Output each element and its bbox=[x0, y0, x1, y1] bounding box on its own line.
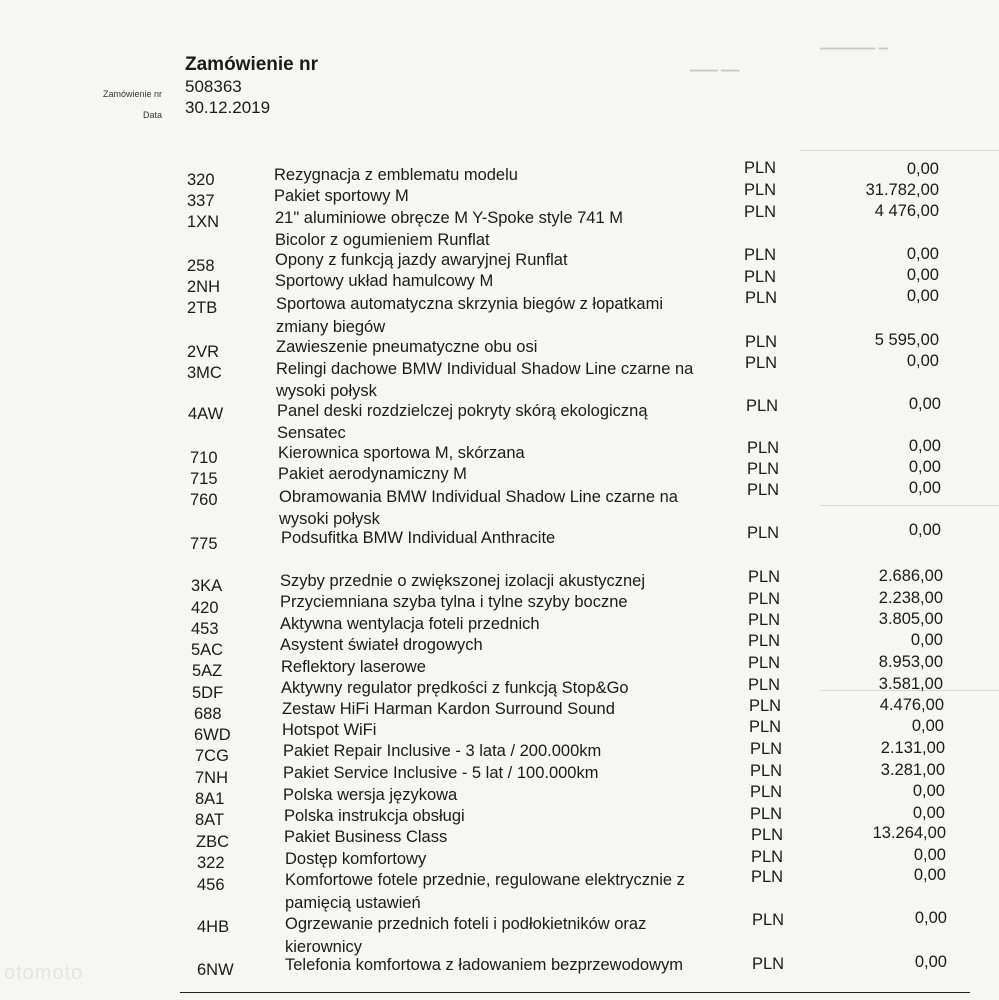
order-number: 508363 bbox=[185, 77, 242, 96]
currency: PLN bbox=[744, 268, 777, 286]
option-description: Hotspot WiFi bbox=[282, 721, 377, 739]
amount: 0,00 bbox=[914, 953, 947, 971]
option-code: 456 bbox=[197, 876, 225, 894]
currency: PLN bbox=[747, 481, 780, 499]
currency: PLN bbox=[744, 181, 777, 199]
option-code: 8AT bbox=[195, 811, 225, 829]
order-date: 30.12.2019 bbox=[185, 98, 271, 117]
option-code: 688 bbox=[194, 705, 222, 723]
option-code: 7CG bbox=[195, 747, 229, 765]
currency: PLN bbox=[750, 762, 783, 780]
amount: 0,00 bbox=[906, 160, 939, 178]
document-title: Zamówienie nr bbox=[185, 54, 319, 75]
currency: PLN bbox=[752, 911, 785, 929]
option-code: 775 bbox=[190, 535, 218, 553]
option-description: Polska instrukcja obsługi bbox=[284, 807, 465, 825]
option-description: Komfortowe fotele przednie, regulowane elektrycznie z pamięcią ustawień bbox=[285, 871, 685, 912]
option-description: Ogrzewanie przednich foteli i podłokietników oraz kierownicy bbox=[285, 915, 647, 956]
currency: PLN bbox=[747, 439, 780, 457]
option-code: 715 bbox=[190, 470, 218, 488]
currency: PLN bbox=[751, 848, 784, 866]
currency: PLN bbox=[748, 632, 781, 650]
option-code: 2TB bbox=[187, 299, 218, 317]
bleed-through-text: ▔▔▔ ▔▔ bbox=[690, 70, 740, 84]
option-description: Sportowa automatyczna skrzynia biegów z łopatkami zmiany biegów bbox=[276, 295, 664, 336]
bleed-through-rule bbox=[800, 150, 999, 151]
currency: PLN bbox=[744, 159, 777, 177]
amount: 0,00 bbox=[906, 266, 939, 284]
option-code: 320 bbox=[187, 171, 215, 189]
option-description: Podsufitka BMW Individual Anthracite bbox=[281, 529, 556, 547]
bleed-through-text: ▔▔▔▔▔▔ ▔ bbox=[820, 48, 888, 62]
option-code: 1XN bbox=[187, 213, 220, 231]
currency: PLN bbox=[744, 246, 777, 264]
option-code: 7NH bbox=[195, 769, 229, 787]
option-description: Relingi dachowe BMW Individual Shadow Line czarne na wysoki połysk bbox=[276, 360, 694, 400]
currency: PLN bbox=[749, 718, 782, 736]
amount: 5 595,00 bbox=[874, 331, 939, 349]
option-code: 420 bbox=[191, 599, 219, 617]
option-code: 6WD bbox=[194, 726, 231, 744]
currency: PLN bbox=[748, 611, 781, 629]
option-description: Zestaw HiFi Harman Kardon Surround Sound bbox=[282, 700, 615, 718]
option-description: Sportowy układ hamulcowy M bbox=[275, 272, 494, 290]
amount: 3.281,00 bbox=[880, 761, 945, 779]
watermark: otomoto bbox=[4, 962, 84, 984]
option-description: Pakiet Service Inclusive - 5 lat / 100.000km bbox=[283, 764, 599, 782]
date-label: Data bbox=[142, 110, 162, 120]
amount: 0,00 bbox=[911, 717, 944, 735]
currency: PLN bbox=[744, 203, 777, 221]
bleed-through-rule bbox=[820, 505, 999, 506]
amount: 0,00 bbox=[914, 909, 947, 927]
currency: PLN bbox=[748, 654, 781, 672]
option-code: 4AW bbox=[188, 405, 224, 423]
option-code: 5DF bbox=[192, 684, 224, 702]
amount: 3.581,00 bbox=[878, 675, 943, 693]
currency: PLN bbox=[748, 676, 781, 694]
option-description: Reflektory laserowe bbox=[281, 658, 426, 676]
option-description: Pakiet Business Class bbox=[284, 828, 448, 846]
option-description: Telefonia komfortowa z ładowaniem bezprzewodowym bbox=[285, 956, 684, 974]
amount: 2.131,00 bbox=[880, 739, 945, 757]
currency: PLN bbox=[748, 590, 781, 608]
amount: 0,00 bbox=[906, 287, 939, 305]
amount: 31.782,00 bbox=[865, 181, 939, 199]
option-description: Panel deski rozdzielczej pokryty skórą ekologiczną Sensatec bbox=[277, 402, 648, 442]
currency: PLN bbox=[752, 955, 785, 973]
option-code: 453 bbox=[191, 620, 219, 638]
option-code: 322 bbox=[197, 854, 225, 872]
currency: PLN bbox=[750, 805, 783, 823]
option-code: 760 bbox=[190, 491, 218, 509]
option-description: Kierownica sportowa M, skórzana bbox=[278, 444, 525, 462]
option-code: 258 bbox=[187, 257, 215, 275]
amount: 0,00 bbox=[908, 458, 941, 476]
option-description: Aktywny regulator prędkości z funkcją Stop&Go bbox=[281, 679, 629, 697]
currency: PLN bbox=[750, 783, 783, 801]
option-code: 5AZ bbox=[192, 662, 223, 680]
amount: 0,00 bbox=[908, 437, 941, 455]
currency: PLN bbox=[745, 289, 778, 307]
option-code: 6NW bbox=[197, 961, 234, 979]
option-description: Rezygnacja z emblematu modelu bbox=[274, 166, 518, 184]
order-number-label: Zamówienie nr bbox=[102, 89, 162, 99]
amount: 0,00 bbox=[908, 395, 941, 413]
amount: 2.238,00 bbox=[878, 589, 943, 607]
option-description: Polska wersja językowa bbox=[283, 786, 458, 804]
amount: 13.264,00 bbox=[872, 824, 946, 842]
option-description: Szyby przednie o zwiększonej izolacji akustycznej bbox=[280, 572, 645, 590]
option-code: 710 bbox=[190, 449, 218, 467]
option-description: Pakiet Repair Inclusive - 3 lata / 200.000km bbox=[283, 742, 602, 760]
amount: 0,00 bbox=[906, 352, 939, 370]
amount: 4 476,00 bbox=[874, 202, 939, 220]
currency: PLN bbox=[749, 697, 782, 715]
amount: 8.953,00 bbox=[878, 653, 943, 671]
option-description: 21" aluminiowe obręcze M Y-Spoke style 741 M Bicolor z ogumieniem Runflat bbox=[275, 209, 623, 249]
currency: PLN bbox=[750, 740, 783, 758]
option-code: 3MC bbox=[187, 364, 222, 382]
option-code: 2VR bbox=[187, 343, 220, 361]
option-code: 3KA bbox=[191, 577, 223, 595]
amount: 0,00 bbox=[906, 245, 939, 263]
amount: 4.476,00 bbox=[879, 696, 944, 714]
option-description: Przyciemniana szyba tylna i tylne szyby boczne bbox=[280, 593, 628, 611]
option-code: 2NH bbox=[187, 278, 221, 296]
option-code: 8A1 bbox=[195, 790, 225, 808]
option-description: Asystent świateł drogowych bbox=[280, 636, 483, 654]
amount: 0,00 bbox=[908, 479, 941, 497]
option-description: Opony z funkcją jazdy awaryjnej Runflat bbox=[275, 251, 568, 269]
currency: PLN bbox=[747, 524, 780, 542]
option-description: Zawieszenie pneumatyczne obu osi bbox=[276, 338, 538, 356]
amount: 0,00 bbox=[912, 782, 945, 800]
option-code: 337 bbox=[187, 192, 215, 210]
amount: 0,00 bbox=[912, 804, 945, 822]
currency: PLN bbox=[745, 354, 778, 372]
option-code: 5AC bbox=[191, 641, 224, 659]
option-description: Aktywna wentylacja foteli przednich bbox=[280, 615, 540, 633]
currency: PLN bbox=[748, 568, 781, 586]
option-description: Pakiet aerodynamiczny M bbox=[278, 465, 467, 483]
bottom-divider bbox=[180, 992, 970, 993]
amount: 0,00 bbox=[913, 846, 946, 864]
option-description: Pakiet sportowy M bbox=[274, 187, 409, 205]
currency: PLN bbox=[751, 868, 784, 886]
currency: PLN bbox=[746, 397, 779, 415]
option-code: ZBC bbox=[196, 833, 229, 851]
currency: PLN bbox=[751, 826, 784, 844]
option-code: 4HB bbox=[197, 918, 230, 936]
amount: 0,00 bbox=[913, 866, 946, 884]
currency: PLN bbox=[745, 333, 778, 351]
amount: 3.805,00 bbox=[878, 610, 943, 628]
option-description: Dostęp komfortowy bbox=[285, 850, 427, 868]
currency: PLN bbox=[747, 460, 780, 478]
amount: 0,00 bbox=[910, 631, 943, 649]
amount: 0,00 bbox=[908, 521, 941, 539]
amount: 2.686,00 bbox=[878, 567, 943, 585]
option-description: Obramowania BMW Individual Shadow Line czarne na wysoki połysk bbox=[279, 488, 678, 528]
